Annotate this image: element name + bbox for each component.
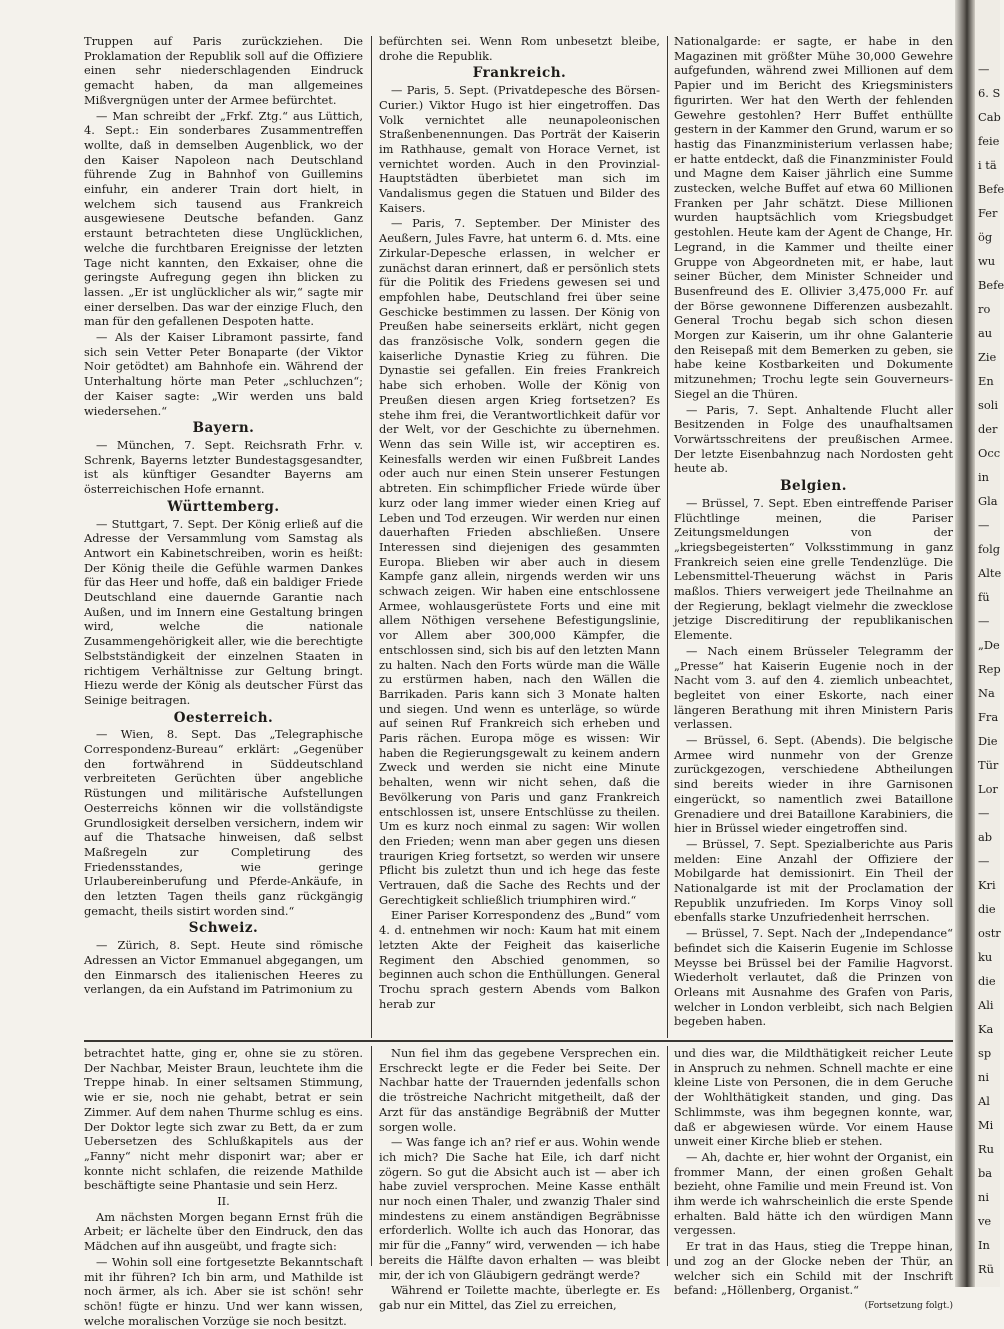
article-paragraph: — Brüssel, 7. Sept. Eben eintreffende Pariser Flüchtlinge meinen, die Pariser Zeitungsmeldungen von der „kriegsbegeisterten“ Volksstimmung in ganz Frankreich seien eine grelle Tendenzlüge. Die Lebensmittel-Theuerung wächst in Paris maßlos. Thiers verweigert jede Theilnahme an der Regierung, beklagt vielmehr die zwecklose jetzige Discreditirung der republikanischen Elemente.: [674, 495, 953, 643]
adjacent-page-line: —: [978, 614, 990, 628]
adjacent-page-line: der: [978, 422, 998, 436]
article-paragraph: — Als der Kaiser Libramont passirte, fand sich sein Vetter Peter Bonaparte (der Viktor Noir getödtet) am Bahnhofe ein. Während der Unterhaltung hörte man Peter „schluchzen“; der Kaiser sagte: „Wir werden uns bald wiedersehen.“: [84, 330, 363, 418]
adjacent-page-line: die: [978, 902, 996, 916]
adjacent-page-line: Ka: [978, 1022, 994, 1036]
adjacent-page-line: ostr: [978, 926, 1001, 940]
adjacent-page-line: ög: [978, 230, 993, 244]
article-paragraph: — Zürich, 8. Sept. Heute sind römische Adressen an Victor Emmanuel abgegangen, um den Einmarsch des italienischen Heeres zu verlangen, da ein Aufstand im Patrimonium zu: [84, 938, 363, 997]
article-paragraph: — Paris, 7. September. Der Minister des Aeußern, Jules Favre, hat unterm 6. d. Mts. eine Zirkular-Depesche erlassen, in welcher er zunächst daran erinnert, daß er persönlich stets für die Politik des Friedens gewesen sei und empfohlen habe, Deutschland frei über seine Geschicke bestimmen zu lassen. Der König von Preußen habe seinerseits erklärt, nicht gegen das französische Volk, sondern gegen die kaiserliche Dynastie Krieg zu führen. Die Dynastie sei gefallen. Ein freies Frankreich habe sich erhoben. Wolle der König von Preußen diesen argen Krieg fortsetzen? Es stehe ihm frei, die Verantwortlichkeit dafür vor der Welt, vor der Geschichte zu übernehmen. Wenn das sein Wille ist, wir acceptiren es. Keinesfalls werden wir einen Fußbreit Landes oder auch nur einen Stein unserer Festungen abtreten. Ein schimpflicher Friede würde über kurz oder lang immer wieder einen Krieg auf Leben und Tod erzeugen. Wir werden nur einen dauerhaften Frieden abschließen. Unsere Interessen sind diejenigen des gesammten Europa. Blieben wir aber auch in diesem Kampfe ganz allein, nirgends werden wir uns schwach zeigen. Wir haben eine entschlossene Armee, wohlausgerüstete Forts und eine mit allem Nöthigen versehene Befestigungslinie, vor Allem aber 300,000 Kämpfer, die entschlossen sind, sich bis auf den letzten Mann zu halten. Nach den Forts würde man die Wälle zu erstürmen haben, nach den Wällen die Barrikaden. Paris kann sich 3 Monate halten und siegen. Und wenn es unterläge, so würde auf seinen Ruf Frankreich sich erheben und Paris rächen. Europa möge es wissen: Wir haben die Regierungsgewalt zu keinem andern Zweck und werden sie nicht eine Minute behalten, wenn wir nicht sehen, daß die Bevölkerung von Paris und ganz Frankreich entschlossen ist, unsere Entschlüsse zu theilen. Um es kurz noch einmal zu sagen: Wir wollen den Frieden; wenn man aber gegen uns diesen traurigen Krieg fortsetzt, so werden wir unsere Pflicht bis zuletzt thun und ich hege das feste Vertrauen, daß die Sache des Rechts und der Gerechtigkeit schließlich triumphiren wird.“: [379, 216, 660, 907]
bottom-column-2: [379, 1046, 660, 1314]
top-column-1: [84, 34, 363, 998]
adjacent-page-line: in: [978, 470, 989, 484]
story-paragraph: — Wohin soll eine fortgesetzte Bekanntschaft mit ihr führen? Ich bin arm, und Mathilde ist noch ärmer, als ich. Aber sie ist schön! sehr schön! fügte er hinzu. Und wer kann wissen, welche moralischen Vorzüge sie noch besitzt.: [84, 1254, 363, 1328]
adjacent-page-line: Na: [978, 686, 995, 700]
top-column-3: [674, 34, 953, 1030]
article-paragraph: — Nach einem Brüsseler Telegramm der „Presse“ hat Kaiserin Eugenie noch in der Nacht vom 3. auf den 4. ziemlich unbeachtet, begleitet von einer Eskorte, nach einer längeren Berathung mit ihren Ministern Paris verlassen.: [674, 643, 953, 732]
adjacent-page-line: —: [978, 854, 990, 868]
adjacent-page-line: die: [978, 974, 996, 988]
bottom-column-3: [674, 1046, 953, 1315]
adjacent-page-line: Rep: [978, 662, 1001, 676]
article-paragraph: Einer Pariser Korrespondenz des „Bund“ vom 4. d. entnehmen wir noch: Kaum hat mit einem letzten Akte der Feigheit das kaiserliche Regiment den Abschied genommen, so beginnen auch schon die Enthüllungen. General Trochu sprach gestern Abends vom Balkon herab zur: [379, 908, 660, 1011]
adjacent-page-line: Die: [978, 734, 998, 748]
adjacent-page-line: ni: [978, 1070, 989, 1084]
adjacent-page-line: au: [978, 326, 993, 340]
adjacent-page-line: ro: [978, 302, 991, 316]
article-paragraph: — Man schreibt der „Frkf. Ztg.“ aus Lüttich, 4. Sept.: Ein sonderbares Zusammentreffen wollte, daß in demselben Augenblick, wo der den Kaiser Napoleon nach Deutschland führende Zug in Bahnhof von Guillemins einfuhr, ein anderer Train dort hielt, in welchem sich tausend aus Frankreich ausgewiesene Deutsche befanden. Ganz erstaunt betrachteten diese Unglücklichen, welche die furchtbaren Ereignisse der letzten Tage nicht kannten, den Exkaiser, ohne die geringste Aufregung gegen ihn blicken zu lassen. „Er ist unglücklicher als wir,“ sagte mir einer derselben. Das war der einzige Fluch, den man für den gefallenen Despoten hatte.: [84, 108, 363, 329]
adjacent-page-line: i tä: [978, 158, 997, 172]
adjacent-page-line: —: [978, 518, 990, 532]
article-paragraph: Nationalgarde: er sagte, er habe in den Magazinen mit größter Mühe 30,000 Gewehre aufgefunden, während zwei Millionen auf dem Papier und im Bericht des Kriegsministers figurirten. Wer hat den Werth der fehlenden Gewehre gestohlen? Herr Buffet enthüllte gestern in der Kammer den Grund, warum er so hastig das Finanzministerium verlassen habe; er hatte entdeckt, daß die Finanzminister Fould und Magne dem Kaiser jährlich eine Summe zustecken, welche Buffet auf etwa 60 Millionen Franken per Jahr schätzt. Diese Millionen wurden hauptsächlich vom Kriegsbudget gestohlen. Heute kam der Agent de Change, Hr. Legrand, in die Kammer und theilte einer Gruppe von Abgeordneten mit, er habe, laut seiner Bücher, dem Minister Schneider und Busenfreund des E. Ollivier 3,475,000 Fr. auf der Börse gewonnene Differenzen ausbezahlt. General Trochu begab sich schon diesen Morgen zur Kaiserin, um ihr ohne Galanterie den Reisepaß mit dem Bemerken zu geben, sie habe keine Kostbarkeiten und Dokumente mitzunehmen; Trochu legte sein Gouverneurs-Siegel an die Thüren.: [674, 34, 953, 401]
section-heading-bayern: Bayern.: [192, 420, 255, 437]
article-paragraph: — Stuttgart, 7. Sept. Der König erließ auf die Adresse der Versammlung vom Samstag als Antwort ein Kabinetschreiben, worin es heißt: Der König theile die Gefühle warmen Dankes für das Heer und hoffe, daß ein baldiger Friede Deutschland eine dauernde Garantie nach Außen, und im Innern eine Gestaltung bringen wird, welche die nationale Zusammengehörigkeit aller, wie die berechtigte Selbstständigkeit der einzelnen Staaten in richtigem Verhältnisse zur Geltung bringt. Hiezu werde der König als deutscher Fürst das Seinige beitragen.: [84, 516, 363, 707]
adjacent-page-line: ve: [978, 1214, 992, 1228]
adjacent-page-line: wu: [978, 254, 996, 268]
story-paragraph: und dies war, die Mildthätigkeit reicher Leute in Anspruch zu nehmen. Schnell machte er eine kleine Liste von Personen, die in dem Geruche der Wohlthätigkeit standen, und ging. Das Schlimmste, was ihm begegnen konnte, war, daß er abgewiesen würde. Vor einem Hause unweit einer Kirche blieb er stehen.: [674, 1046, 953, 1149]
adjacent-page-line: Tür: [978, 758, 999, 772]
story-paragraph: — Was fange ich an? rief er aus. Wohin wende ich mich? Die Sache hat Eile, ich darf nicht zögern. So gut die Absicht auch ist — aber ich habe zuviel versprochen. Meine Kasse enthält nur noch einen Thaler, und zwanzig Thaler sind mindestens zu einem anständigen Begräbnisse erforderlich. Wollte ich auch das Honorar, das mir für die „Fanny“ wird, verwenden — ich habe bereits die Hälfte davon erhalten — was bleibt mir, der ich von Gläubigern gedrängt werde?: [379, 1135, 660, 1282]
page-binding-gutter: [955, 0, 975, 1287]
continuation-note: (Fortsetzung folgt.): [864, 1300, 953, 1311]
column-rule: [371, 36, 372, 1038]
adjacent-page-edge: [975, 0, 1004, 1287]
adjacent-page-line: ba: [978, 1166, 993, 1180]
article-paragraph: — Brüssel, 7. Sept. Nach der „Independance“ befindet sich die Kaiserin Eugenie im Schlosse Meysse bei Brüssel bei der Familie Hagvorst. Wiederholt verlautet, daß die Prinzen von Orleans mit Ausnahme des Grafen von Paris, welcher in London verbleibt, sich nach Belgien begeben haben.: [674, 926, 953, 1029]
section-separator: [84, 1040, 953, 1042]
story-paragraph: Während er Toilette machte, überlegte er. Es gab nur ein Mittel, das Ziel zu erreichen,: [379, 1283, 660, 1312]
adjacent-page-line: ni: [978, 1190, 989, 1204]
adjacent-page-line: ab: [978, 830, 993, 844]
story-paragraph: Am nächsten Morgen begann Ernst früh die Arbeit; er lächelte über den Eindruck, den das Mädchen auf ihn ausgeübt, und fragte sich:: [84, 1209, 363, 1254]
column-rule: [667, 1046, 668, 1266]
adjacent-page-line: „De: [978, 638, 1000, 652]
adjacent-page-line: Befe: [978, 182, 1004, 196]
adjacent-page-line: Ali: [978, 998, 994, 1012]
adjacent-page-line: In: [978, 1238, 990, 1252]
story-paragraph: betrachtet hatte, ging er, ohne sie zu stören. Der Nachbar, Meister Braun, leuchtete ihm die Treppe hinab. In einer seltsamen Stimmung, wie er sie, noch nie gehabt, betrat er sein Zimmer. Auf dem nahen Thurme schlug es eins. Der Doktor legte sich zwar zu Bett, da er zum Uebersetzen des Schlußkapitels aus der „Fanny“ nicht mehr disponirt war; aber er konnte nicht schlafen, die reizende Mathilde beschäftigte seine Phantasie und sein Herz.: [84, 1046, 363, 1193]
article-paragraph: befürchten sei. Wenn Rom unbesetzt bleibe, drohe die Republik.: [379, 34, 660, 63]
adjacent-page-line: Zie: [978, 350, 997, 364]
top-column-2: [379, 34, 660, 1012]
adjacent-page-line: feie: [978, 134, 1000, 148]
adjacent-page-line: Befe: [978, 278, 1004, 292]
adjacent-page-line: sp: [978, 1046, 992, 1060]
story-paragraph: Er trat in das Haus, stieg die Treppe hinan, und zog an der Glocke neben der Thür, an welcher sich ein Schild mit der Inschrift befand: „Höllenberg, Organist.“: [674, 1239, 953, 1298]
article-paragraph: Truppen auf Paris zurückziehen. Die Proklamation der Republik soll auf die Offiziere einen sehr niederschlagenden Eindruck gemacht haben, da man allgemeines Mißvergnügen unter der Armee befürchtet.: [84, 34, 363, 107]
adjacent-page-line: Kri: [978, 878, 996, 892]
article-paragraph: — Wien, 8. Sept. Das „Telegraphische Correspondenz-Bureau“ erklärt: „Gegenüber den fortwährend in Süddeutschland verbreiteten Gerüchten über angebliche Rüstungen und militärische Aufstellungen Oesterreichs können wir die vollständigste Grundlosigkeit derselben versichern, indem wir auf die Thatsache hinweisen, daß selbst Maßregeln zur Completirung des Friedensstandes, wie geringe Urlaubereinberufung und Pferde-Ankäufe, in den letzten Tagen theils ganz rückgängig gemacht, theils sistirt worden sind.“: [84, 727, 363, 918]
adjacent-page-line: Ru: [978, 1142, 994, 1156]
adjacent-page-line: Occ: [978, 446, 1001, 460]
adjacent-page-line: ku: [978, 950, 993, 964]
adjacent-page-line: Fer: [978, 206, 998, 220]
adjacent-page-line: Al: [978, 1094, 990, 1108]
section-heading-belgien: Belgien.: [780, 478, 847, 495]
article-paragraph: — Paris, 5. Sept. (Privatdepesche des Börsen-Curier.) Viktor Hugo ist hier eingetroffen. Das Volk vernichtet alle neunapoleonischen Straßenbenennungen. Das Porträt der Kaiserin im Rathhause, gemalt von Horace Vernet, ist vernichtet worden. Auch in den Provinzial-Hauptstädten überbietet man sich im Vandalismus gegen die Statuen und Bilder des Kaisers.: [379, 83, 660, 215]
adjacent-page-line: —: [978, 62, 990, 76]
adjacent-page-line: soli: [978, 398, 998, 412]
adjacent-page-line: En: [978, 374, 994, 388]
article-paragraph: — Brüssel, 6. Sept. (Abends). Die belgische Armee wird nunmehr von der Grenze zurückgezogen, verschiedene Abtheilungen sind bereits wieder in ihre Garnisonen eingerückt, so namentlich zwei Bataillone Grenadiere und drei Bataillone Karabiniers, die hier in Brüssel wieder eingetroffen sind.: [674, 733, 953, 836]
section-heading-frankreich: Frankreich.: [472, 65, 567, 82]
adjacent-page-line: Alte: [978, 566, 1002, 580]
column-rule: [667, 36, 668, 1038]
column-rule: [371, 1046, 372, 1266]
adjacent-page-line: Mi: [978, 1118, 994, 1132]
story-paragraph: Nun fiel ihm das gegebene Versprechen ein. Erschreckt legte er die Feder bei Seite. Der Nachbar hatte der Trauernden jedenfalls schon die tröstreiche Nachricht mitgetheilt, daß der Arzt für das anständige Begräbniß der Mutter sorgen wolle.: [379, 1046, 660, 1134]
adjacent-page-line: Gla: [978, 494, 998, 508]
adjacent-page-line: 6. S: [978, 86, 1001, 100]
chapter-number: II.: [217, 1194, 230, 1209]
section-heading-oesterreich: Oesterreich.: [173, 709, 274, 726]
adjacent-page-line: folg: [978, 542, 1001, 556]
adjacent-page-line: Fra: [978, 710, 999, 724]
section-heading-schweiz: Schweiz.: [188, 920, 259, 937]
bottom-column-1: [84, 1046, 363, 1329]
adjacent-page-line: Rü: [978, 1262, 994, 1276]
adjacent-page-line: fü: [978, 590, 990, 604]
adjacent-page-line: Lor: [978, 782, 998, 796]
adjacent-page-line: —: [978, 806, 990, 820]
adjacent-page-line: Cab: [978, 110, 1001, 124]
section-heading-wuerttemberg: Württemberg.: [167, 498, 280, 515]
article-paragraph: — Paris, 7. Sept. Anhaltende Flucht aller Besitzenden in Folge des unaufhaltsamen Vorwärtsschreitens der preußischen Armee. Der letzte Eisenbahnzug nach Nordosten geht heute ab.: [674, 402, 953, 476]
article-paragraph: — München, 7. Sept. Reichsrath Frhr. v. Schrenk, Bayerns letzter Bundestagsgesandter, ist als künftiger Gesandter Bayerns am österreichischen Hofe ernannt.: [84, 437, 363, 497]
story-paragraph: — Ah, dachte er, hier wohnt der Organist, ein frommer Mann, der einen großen Gehalt bezieht, ohne Familie und mein Freund ist. Von ihm werde ich wahrscheinlich die erste Spende erhalten. Bald hätte ich den würdigen Mann vergessen.: [674, 1149, 953, 1238]
article-paragraph: — Brüssel, 7. Sept. Spezialberichte aus Paris melden: Eine Anzahl der Offiziere der Mobilgarde hat demissionirt. Ein Theil der Nationalgarde ist mit der Proclamation der Republik unzufrieden. Im Korps Vinoy soll ebenfalls starke Unzufriedenheit herrschen.: [674, 836, 953, 925]
